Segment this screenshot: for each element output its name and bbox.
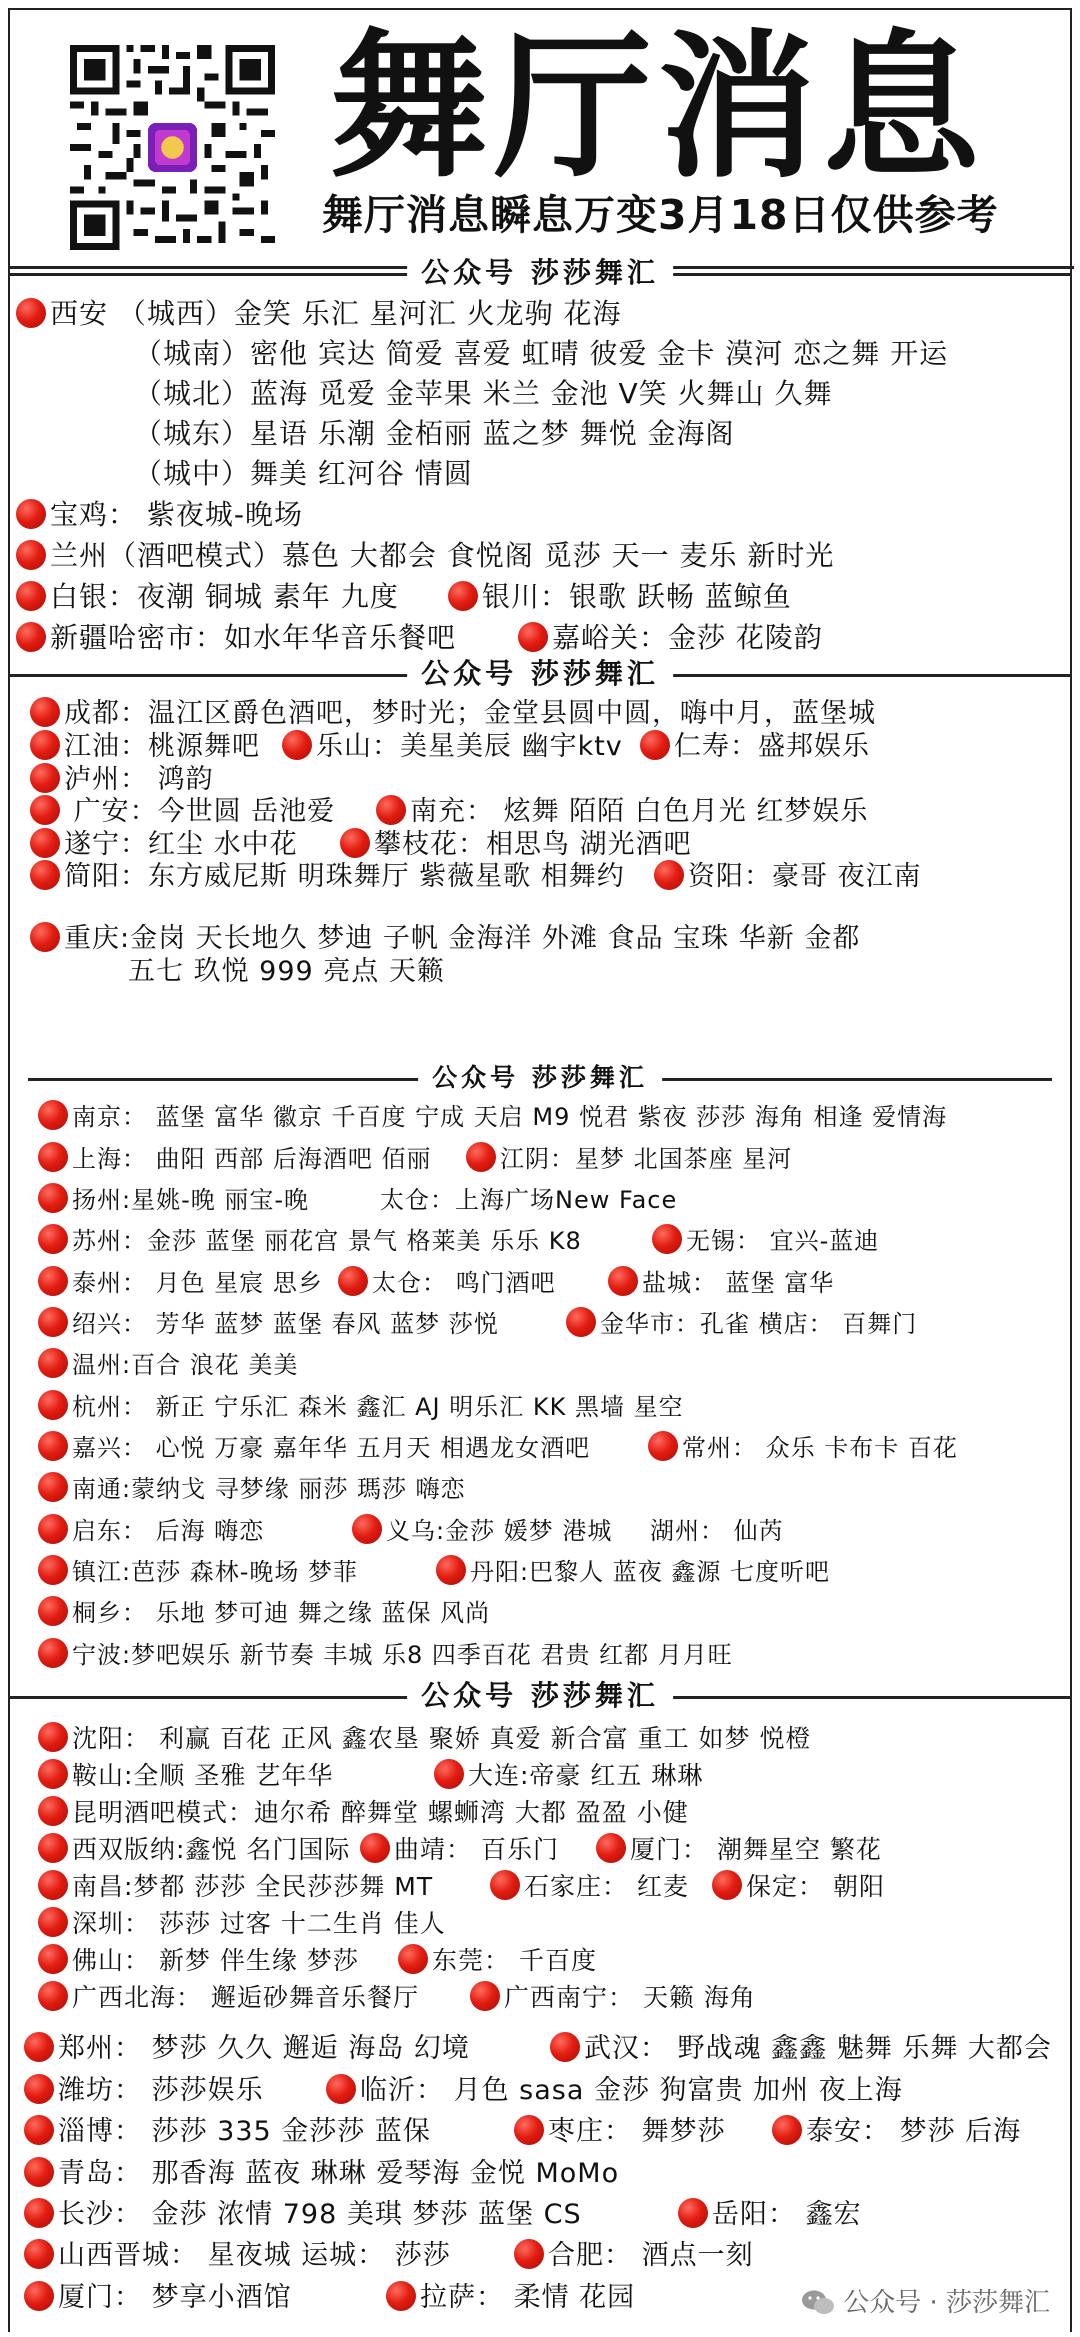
red-dot-icon	[16, 540, 46, 570]
red-dot-icon	[38, 1638, 68, 1668]
list-item: （城东）星语 乐潮 金栢丽 蓝之梦 舞悦 金海阁	[134, 417, 735, 450]
list-item: 泰安： 梦莎 后海	[772, 2113, 1021, 2151]
red-dot-icon	[340, 828, 370, 858]
list-item: 兰州（酒吧模式）慕色 大都会 食悦阁 觅莎 天一 麦乐 新时光	[16, 537, 834, 575]
red-dot-icon	[654, 860, 684, 890]
list-item: 临沂： 月色 sasa 金莎 狗富贵 加州 夜上海	[326, 2072, 903, 2110]
list-item: 苏州：金莎 蓝堡 丽花宫 景气 格莱美 乐乐 K8	[38, 1222, 582, 1260]
list-item: 佛山： 新梦 伴生缘 梦莎	[38, 1942, 359, 1980]
list-item: 西双版纳:鑫悦 名门国际	[38, 1831, 350, 1869]
list-item: 嘉峪关：金莎 花陵韵	[518, 619, 823, 657]
list-item: 山西晋城： 星夜城 运城： 莎莎	[24, 2237, 451, 2275]
red-dot-icon	[678, 2198, 708, 2228]
list-item: 桐乡： 乐地 梦可迪 舞之缘 蓝保 风尚	[38, 1594, 490, 1632]
list-item: 鞍山:全顺 圣雅 艺年华	[38, 1757, 333, 1795]
list-item: （城南）密他 宾达 简爱 喜爱 虹晴 彼爱 金卡 漠河 恋之舞 开运	[134, 337, 949, 370]
list-item: 乐山：美星美辰 幽宇ktv	[282, 728, 623, 766]
list-item: 义乌:金莎 媛梦 港城	[352, 1512, 612, 1550]
red-dot-icon	[24, 2239, 54, 2269]
qr-code-icon	[70, 45, 275, 250]
list-item: 青岛： 那香海 蓝夜 琳琳 爱琴海 金悦 MoMo	[24, 2155, 619, 2193]
red-dot-icon	[30, 697, 60, 727]
watermark	[801, 2282, 1050, 2319]
red-dot-icon	[24, 2074, 54, 2104]
red-dot-icon	[338, 1266, 368, 1296]
red-dot-icon	[38, 1390, 68, 1420]
list-item: 武汉： 野战魂 鑫鑫 魅舞 乐舞 大都会	[550, 2030, 1052, 2068]
red-dot-icon	[38, 1100, 68, 1130]
red-dot-icon	[712, 1870, 742, 1900]
red-dot-icon	[38, 1981, 68, 2011]
list-item: 合肥： 酒点一刻	[514, 2237, 754, 2275]
list-item: 嘉兴： 心悦 万豪 嘉年华 五月天 相遇龙女酒吧	[38, 1429, 590, 1467]
list-item: 五七 玖悦 999 亮点 天籁	[128, 956, 445, 987]
list-item: 无锡： 宜兴-蓝迪	[652, 1222, 879, 1260]
list-item: 重庆:金岗 天长地久 梦迪 子帆 金海洋 外滩 食品 宝珠 华新 金都	[30, 920, 860, 958]
red-dot-icon	[38, 1183, 68, 1213]
list-item: 成都：温江区爵色酒吧，梦时光；金堂县圆中圆，嗨中月，蓝堡城	[30, 695, 876, 733]
list-item: 扬州:星姚-晚 丽宝-晚	[38, 1181, 309, 1219]
list-item: 曲靖： 百乐门	[360, 1831, 559, 1869]
list-item: 厦门： 潮舞星空 繁花	[596, 1831, 882, 1869]
red-dot-icon	[30, 795, 60, 825]
list-item: 广西南宁： 天籁 海角	[470, 1979, 756, 2017]
list-item: 江油：桃源舞吧	[30, 728, 260, 766]
list-item: 南昌:梦都 莎莎 全民莎莎舞 MT	[38, 1868, 433, 1906]
list-item: 拉萨： 柔情 花园	[386, 2279, 635, 2317]
list-item: 淄博： 莎莎 335 金莎莎 蓝保	[24, 2113, 431, 2151]
page-title: 舞厅消息	[330, 16, 986, 200]
watermark-text: 公众号 · 莎莎舞汇	[843, 2288, 1050, 2318]
list-item: 保定： 朝阳	[712, 1868, 885, 1906]
red-dot-icon	[24, 2198, 54, 2228]
divider-label: 公众号 莎莎舞汇	[418, 1058, 662, 1098]
red-dot-icon	[24, 2157, 54, 2187]
red-dot-icon	[38, 1307, 68, 1337]
red-dot-icon	[16, 499, 46, 529]
red-dot-icon	[376, 795, 406, 825]
list-item: 宁波:梦吧娱乐 新节奏 丰城 乐8 四季百花 君贵 红都 月月旺	[38, 1636, 733, 1674]
list-item: 镇江:芭莎 森林-晚场 梦菲	[38, 1553, 358, 1591]
red-dot-icon	[38, 1870, 68, 1900]
red-dot-icon	[30, 922, 60, 952]
red-dot-icon	[38, 1722, 68, 1752]
qr-code[interactable]	[70, 45, 275, 250]
list-item: 遂宁：红尘 水中花	[30, 826, 298, 864]
red-dot-icon	[466, 1142, 496, 1172]
red-dot-icon	[518, 622, 548, 652]
red-dot-icon	[24, 2115, 54, 2145]
list-item: 南通:蒙纳戈 寻梦缘 丽莎 瑪莎 嗨恋	[38, 1470, 466, 1508]
list-item: 白银：夜潮 铜城 素年 九度	[16, 578, 399, 616]
section-divider-3	[10, 1058, 1070, 1098]
red-dot-icon	[608, 1266, 638, 1296]
list-item: 盐城： 蓝堡 富华	[608, 1264, 834, 1302]
red-dot-icon	[490, 1870, 520, 1900]
red-dot-icon	[550, 2032, 580, 2062]
list-item: 江阴：星梦 北国茶座 星河	[466, 1140, 792, 1178]
list-item: 宝鸡： 紫夜城-晚场	[16, 496, 303, 534]
list-item: 绍兴： 芳华 蓝梦 蓝堡 春风 蓝梦 莎悦	[38, 1305, 499, 1343]
red-dot-icon	[596, 1833, 626, 1863]
red-dot-icon	[38, 1796, 68, 1826]
red-dot-icon	[30, 860, 60, 890]
list-item: 厦门： 梦享小酒馆	[24, 2279, 292, 2317]
list-item: 广安：今世圆 岳池爱	[30, 793, 335, 831]
list-item: 深圳： 莎莎 过客 十二生肖 佳人	[38, 1905, 446, 1943]
list-item: 昆明酒吧模式：迪尔希 醉舞堂 螺蛳湾 大都 盈盈 小健	[38, 1794, 689, 1832]
list-item: 西安 （城西）金笑 乐汇 星河汇 火龙驹 花海	[16, 295, 622, 333]
list-item: 太仓： 鸣门酒吧	[338, 1264, 556, 1302]
divider-label: 公众号 莎莎舞汇	[407, 654, 673, 694]
list-item: 启东： 后海 嗨恋	[38, 1512, 264, 1550]
list-item: 银川：银歌 跃畅 蓝鲸鱼	[448, 578, 792, 616]
list-item: 杭州： 新正 宁乐汇 森米 鑫汇 AJ 明乐汇 KK 黑墙 星空	[38, 1388, 684, 1426]
list-item: 简阳：东方威尼斯 明珠舞厅 紫薇星歌 相舞约	[30, 858, 625, 896]
red-dot-icon	[514, 2239, 544, 2269]
list-item: 新疆哈密市：如水年华音乐餐吧	[16, 619, 456, 657]
red-dot-icon	[648, 1431, 678, 1461]
divider-label: 公众号 莎莎舞汇	[407, 1676, 673, 1716]
red-dot-icon	[38, 1759, 68, 1789]
list-item: 湖州： 仙芮	[650, 1517, 784, 1545]
list-item: 广西北海： 邂逅砂舞音乐餐厅	[38, 1979, 419, 2017]
list-item: 泰州： 月色 星宸 思乡	[38, 1264, 323, 1302]
list-item: 常州： 众乐 卡布卡 百花	[648, 1429, 958, 1467]
wechat-icon	[801, 2289, 835, 2317]
list-item: 丹阳:巴黎人 蓝夜 鑫源 七度听吧	[436, 1553, 830, 1591]
red-dot-icon	[38, 1907, 68, 1937]
red-dot-icon	[470, 1981, 500, 2011]
red-dot-icon	[360, 1833, 390, 1863]
list-item: 太仓：上海广场New Face	[380, 1186, 678, 1214]
header	[0, 0, 1080, 270]
red-dot-icon	[652, 1224, 682, 1254]
list-item: 仁寿：盛邦娱乐	[640, 728, 870, 766]
section-divider-2	[10, 654, 1070, 694]
red-dot-icon	[38, 1224, 68, 1254]
red-dot-icon	[30, 828, 60, 858]
red-dot-icon	[38, 1348, 68, 1378]
page-subtitle: 舞厅消息瞬息万变3月18日仅供参考	[322, 191, 999, 239]
red-dot-icon	[434, 1759, 464, 1789]
list-item: 南京： 蓝堡 富华 徽京 千百度 宁成 天启 M9 悦君 紫夜 莎莎 海角 相逢 爱情海	[38, 1098, 947, 1136]
list-item: 长沙： 金莎 浓情 798 美琪 梦莎 蓝堡 CS	[24, 2196, 582, 2234]
list-item: 金华市：孔雀 横店： 百舞门	[566, 1305, 917, 1343]
list-item: 东莞： 千百度	[398, 1942, 597, 1980]
red-dot-icon	[640, 730, 670, 760]
red-dot-icon	[38, 1944, 68, 1974]
red-dot-icon	[38, 1833, 68, 1863]
list-item: 岳阳： 鑫宏	[678, 2196, 862, 2234]
list-item: 温州:百合 浪花 美美	[38, 1346, 298, 1384]
red-dot-icon	[448, 581, 478, 611]
list-item: 大连:帝豪 红五 琳琳	[434, 1757, 703, 1795]
red-dot-icon	[436, 1555, 466, 1585]
red-dot-icon	[38, 1555, 68, 1585]
red-dot-icon	[398, 1944, 428, 1974]
red-dot-icon	[326, 2074, 356, 2104]
list-item: （城北）蓝海 觅爱 金苹果 米兰 金池 V笑 火舞山 久舞	[134, 377, 833, 410]
list-item: 资阳：豪哥 夜江南	[654, 858, 922, 896]
red-dot-icon	[30, 730, 60, 760]
red-dot-icon	[38, 1596, 68, 1626]
list-item: 泸州： 鸿韵	[30, 761, 214, 799]
red-dot-icon	[24, 2032, 54, 2062]
red-dot-icon	[566, 1307, 596, 1337]
divider-label: 公众号 莎莎舞汇	[407, 253, 673, 293]
list-item: 枣庄： 舞梦莎	[514, 2113, 726, 2151]
list-item: 南充： 炫舞 陌陌 白色月光 红梦娱乐	[376, 793, 868, 831]
list-item: （城中）舞美 红河谷 情圆	[134, 457, 473, 490]
red-dot-icon	[38, 1431, 68, 1461]
list-item: 郑州： 梦莎 久久 邂逅 海岛 幻境	[24, 2030, 470, 2068]
red-dot-icon	[38, 1142, 68, 1172]
list-item: 沈阳： 利赢 百花 正风 鑫农垦 聚娇 真爱 新合富 重工 如梦 悦橙	[38, 1720, 811, 1758]
section-divider-4	[10, 1676, 1070, 1716]
red-dot-icon	[282, 730, 312, 760]
red-dot-icon	[38, 1266, 68, 1296]
red-dot-icon	[514, 2115, 544, 2145]
red-dot-icon	[30, 763, 60, 793]
section-divider-1	[10, 253, 1070, 293]
list-item: 攀枝花：相思鸟 湖光酒吧	[340, 826, 692, 864]
red-dot-icon	[38, 1472, 68, 1502]
red-dot-icon	[24, 2281, 54, 2311]
red-dot-icon	[352, 1514, 382, 1544]
red-dot-icon	[16, 622, 46, 652]
list-item: 上海： 曲阳 西部 后海酒吧 佰丽	[38, 1140, 432, 1178]
red-dot-icon	[16, 581, 46, 611]
list-item: 石家庄： 红麦	[490, 1868, 689, 1906]
list-item: 潍坊： 莎莎娱乐	[24, 2072, 264, 2110]
red-dot-icon	[16, 298, 46, 328]
red-dot-icon	[772, 2115, 802, 2145]
red-dot-icon	[386, 2281, 416, 2311]
red-dot-icon	[38, 1514, 68, 1544]
